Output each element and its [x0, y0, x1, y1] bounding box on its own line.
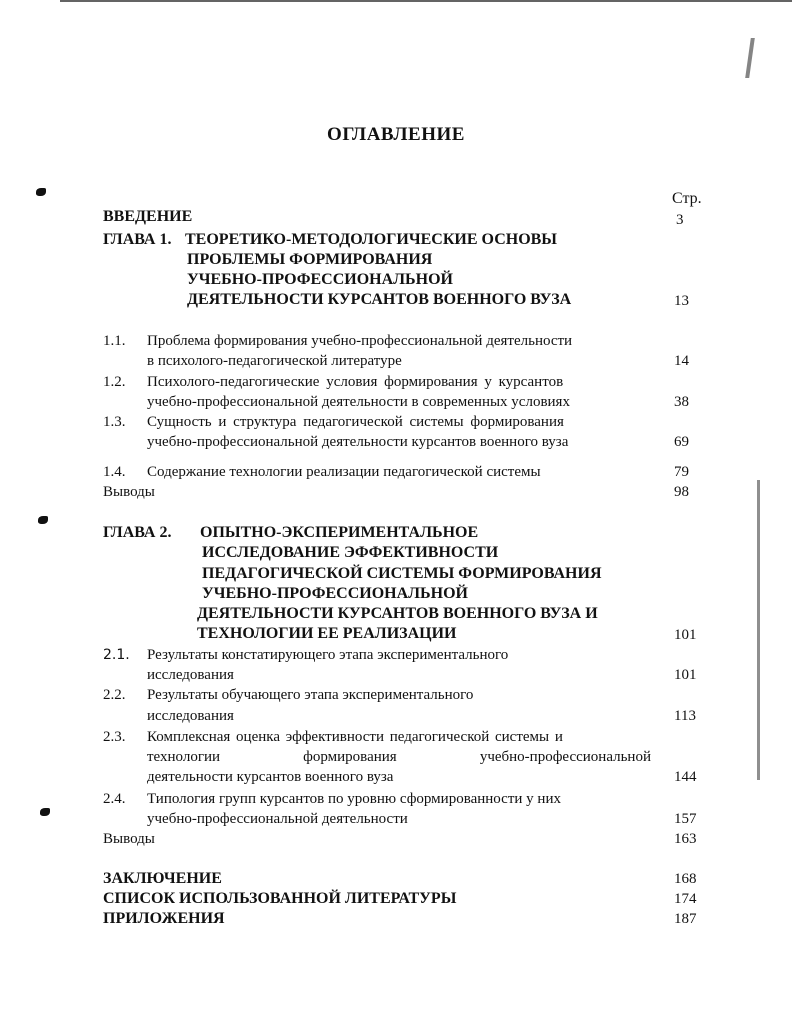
scan-edge-top: [60, 0, 792, 2]
chapter-2-conclusions-page: 163: [674, 831, 697, 847]
section-title-line: Результаты констатирующего этапа экспериментального: [147, 647, 509, 663]
toc-appendices: ПРИЛОЖЕНИЯ: [103, 910, 225, 927]
toc-references: СПИСОК ИСПОЛЬЗОВАННОЙ ЛИТЕРАТУРЫ: [103, 890, 457, 907]
section-number: 2.1.: [103, 647, 130, 663]
section-title-line: учебно-профессиональной деятельности курсантов военного вуза: [147, 434, 569, 450]
section-number: 1.2.: [103, 374, 126, 390]
section-number: 2.2.: [103, 687, 126, 703]
justified-word: формирования: [303, 749, 397, 765]
chapter-1-page: 13: [674, 293, 689, 309]
section-number: 1.3.: [103, 414, 126, 430]
section-title-line: Содержание технологии реализации педагогической системы: [147, 464, 541, 480]
section-title-line: в психолого-педагогической литературе: [147, 353, 402, 369]
chapter-2-title-line: ПЕДАГОГИЧЕСКОЙ СИСТЕМЫ ФОРМИРОВАНИЯ: [202, 565, 602, 582]
section-page: 113: [674, 708, 696, 724]
justified-word: технологии: [147, 749, 221, 765]
page-column-label: Стр.: [672, 190, 702, 207]
punch-hole-mark: [40, 808, 50, 816]
toc-references-page: 174: [674, 891, 697, 907]
section-page: 14: [674, 353, 689, 369]
section-number: 1.1.: [103, 333, 126, 349]
chapter-1-title-line: ПРОБЛЕМЫ ФОРМИРОВАНИЯ: [187, 251, 433, 268]
chapter-2-conclusions: Выводы: [103, 831, 155, 847]
chapter-1-conclusions-page: 98: [674, 484, 689, 500]
section-page: 101: [674, 667, 697, 683]
scan-mark-top-right: [745, 38, 755, 78]
chapter-1-title-line: ДЕЯТЕЛЬНОСТИ КУРСАНТОВ ВОЕННОГО ВУЗА: [187, 291, 572, 308]
section-title-line: Типология групп курсантов по уровню сформированности у них: [147, 791, 561, 807]
section-page: 144: [674, 769, 697, 785]
section-title-line: учебно-профессиональной деятельности: [147, 811, 408, 827]
toc-intro-page: 3: [676, 212, 684, 228]
page-title: ОГЛАВЛЕНИЕ: [327, 124, 465, 145]
section-title-line: учебно-профессиональной деятельности в современных условиях: [147, 394, 570, 410]
punch-hole-mark: [36, 188, 46, 196]
chapter-2-prefix: ГЛАВА 2.: [103, 524, 172, 541]
section-title-line: Проблема формирования учебно-профессиональной деятельности: [147, 333, 573, 349]
toc-conclusion: ЗАКЛЮЧЕНИЕ: [103, 870, 222, 887]
chapter-2-title-line: ДЕЯТЕЛЬНОСТИ КУРСАНТОВ ВОЕННОГО ВУЗА И: [197, 605, 598, 622]
punch-hole-mark: [38, 516, 48, 524]
chapter-1-title-line: ТЕОРЕТИКО-МЕТОДОЛОГИЧЕСКИЕ ОСНОВЫ: [185, 231, 558, 248]
section-title-line: деятельности курсантов военного вуза: [147, 769, 394, 785]
chapter-2-page: 101: [674, 627, 697, 643]
section-page: 79: [674, 464, 689, 480]
section-title-line: Психолого-педагогические условия формирования у курсантов: [147, 374, 564, 390]
section-number: 2.4.: [103, 791, 126, 807]
section-number: 1.4.: [103, 464, 126, 480]
toc-intro-label: ВВЕДЕНИЕ: [103, 208, 193, 225]
chapter-2-title-line: ТЕХНОЛОГИИ ЕЕ РЕАЛИЗАЦИИ: [197, 625, 457, 642]
justified-word: учебно-профессиональной: [479, 749, 651, 765]
section-page: 69: [674, 434, 689, 450]
chapter-1-conclusions: Выводы: [103, 484, 155, 500]
section-title-line: исследования: [147, 708, 234, 724]
chapter-1-prefix: ГЛАВА 1.: [103, 231, 172, 248]
section-title-line: Результаты обучающего этапа экспериментального: [147, 687, 474, 703]
chapter-2-title-line: ОПЫТНО-ЭКСПЕРИМЕНТАЛЬНОЕ: [200, 524, 479, 541]
scan-edge-right: [757, 480, 760, 780]
chapter-1-title-line: УЧЕБНО-ПРОФЕССИОНАЛЬНОЙ: [187, 271, 453, 288]
section-number: 2.3.: [103, 729, 126, 745]
section-title-line: Комплексная оценка эффективности педагогической системы и: [147, 729, 563, 745]
section-page: 157: [674, 811, 697, 827]
chapter-2-title-line: ИССЛЕДОВАНИЕ ЭФФЕКТИВНОСТИ: [202, 544, 499, 561]
section-title-line: Сущность и структура педагогической системы формирования: [147, 414, 564, 430]
toc-conclusion-page: 168: [674, 871, 697, 887]
chapter-2-title-line: УЧЕБНО-ПРОФЕССИОНАЛЬНОЙ: [202, 585, 468, 602]
section-title-line: исследования: [147, 667, 234, 683]
section-title-line-justified: [147, 749, 651, 766]
section-page: 38: [674, 394, 689, 410]
toc-appendices-page: 187: [674, 911, 697, 927]
